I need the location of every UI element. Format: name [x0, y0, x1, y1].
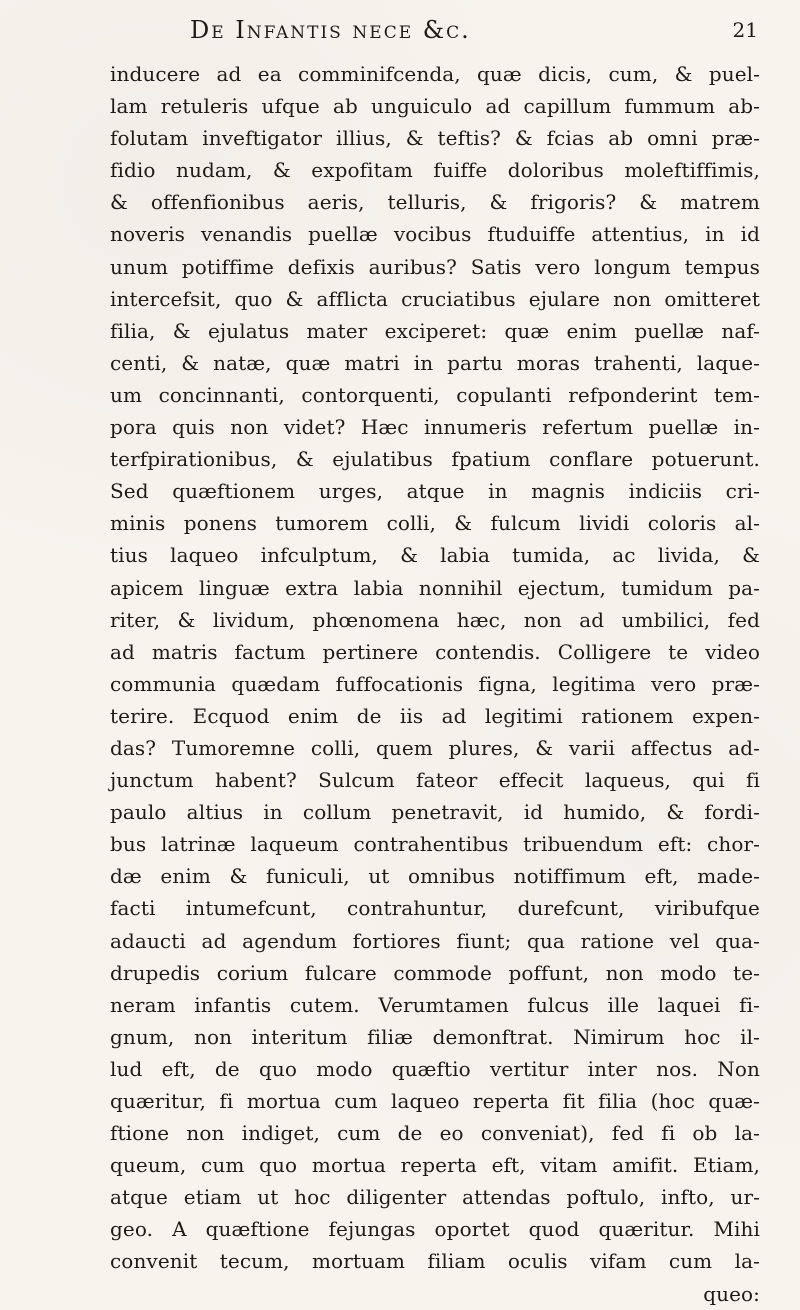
text-line: bus latrinæ laqueum contrahentibus tribuendum eft: chor- [110, 832, 760, 857]
page-number: 21 [732, 18, 758, 42]
text-line: geo. A quæftione fejungas oportet quod quæritur. Mihi [110, 1217, 760, 1242]
text-line: noveris venandis puellæ vocibus ftuduiffe attentius, in id [110, 222, 760, 247]
text-line: terfpirationibus, & ejulatibus fpatium conflare potuerunt. [110, 447, 760, 472]
text-line: ad matris factum pertinere contendis. Colligere te video [110, 639, 760, 664]
running-head: De Infantis nece &c. [190, 16, 471, 44]
text-line: centi, & natæ, quæ matri in partu moras trahenti, laque- [110, 350, 760, 375]
text-line: paulo altius in collum penetravit, id humido, & fordi- [110, 800, 760, 825]
text-line: lam retuleris ufque ab unguiculo ad capillum fummum ab- [110, 94, 760, 119]
text-line: inducere ad ea comminifcenda, quæ dicis, cum, & puel- [110, 62, 760, 86]
text-line: Sed quæftionem urges, atque in magnis indiciis cri- [110, 479, 760, 504]
text-line: apicem linguæ extra labia nonnihil ejectum, tumidum pa- [110, 575, 760, 600]
main-text [110, 58, 760, 1310]
text-line: tius laqueo infculptum, & labia tumida, ac livida, & [110, 543, 760, 568]
text-line: intercefsit, quo & afflicta cruciatibus ejulare non omitteret [110, 286, 760, 311]
text-line: riter, & lividum, phœnomena hæc, non ad umbilici, fed [110, 607, 760, 632]
text-line: convenit tecum, mortuam filiam oculis vifam cum la- [110, 1249, 760, 1274]
text-line: unum potiffime defixis auribus? Satis vero longum tempus [110, 254, 760, 279]
text-line: terire. Ecquod enim de iis ad legitimi rationem expen- [110, 703, 760, 728]
text-line: drupedis corium fulcare commode poffunt, non modo te- [110, 960, 760, 985]
text-line: gnum, non interitum filiæ demonftrat. Nimirum hoc il- [110, 1024, 760, 1049]
text-line: pora quis non videt? Hæc innumeris refertum puellæ in- [110, 415, 760, 440]
text-line: atque etiam ut hoc diligenter attendas poftulo, infto, ur- [110, 1185, 760, 1210]
text-line: um concinnanti, contorquenti, copulanti refponderint tem- [110, 382, 760, 407]
text-line: communia quædam fuffocationis figna, legitima vero præ- [110, 671, 760, 696]
text-line: quæritur, fi mortua cum laqueo reperta fit filia (hoc quæ- [110, 1089, 760, 1113]
text-line: queo: [703, 1281, 760, 1306]
text-line: neram infantis cutem. Verumtamen fulcus ille laquei fi- [110, 992, 760, 1017]
text-line: & offenfionibus aeris, telluris, & frigoris? & matrem [110, 190, 760, 215]
text-line: das? Tumoremne colli, quem plures, & varii affectus ad- [110, 735, 760, 760]
text-line: dæ enim & funiculi, ut omnibus notiffimum eft, made- [110, 864, 760, 889]
text-line: ftione non indiget, cum de eo conveniat), fed fi ob la- [110, 1121, 760, 1146]
text-line: fidio nudam, & expofitam fuiffe doloribus moleftiffimis, [110, 158, 760, 183]
text-line: minis ponens tumorem colli, & fulcum lividi coloris al- [110, 511, 760, 536]
text-line: filia, & ejulatus mater exciperet: quæ enim puellæ naf- [110, 318, 760, 343]
text-line: junctum habent? Sulcum fateor effecit laqueus, qui fi [110, 768, 760, 793]
text-line: lud eft, de quo modo quæftio vertitur inter nos. Non [110, 1056, 760, 1081]
text-line: queum, cum quo mortua reperta eft, vitam amifit. Etiam, [110, 1153, 760, 1178]
text-line: folutam inveftigator illius, & teftis? & fcias ab omni præ- [110, 126, 760, 151]
text-line: adaucti ad agendum fortiores fiunt; qua ratione vel qua- [110, 928, 760, 953]
text-line: facti intumefcunt, contrahuntur, durefcunt, viribufque [110, 896, 760, 921]
